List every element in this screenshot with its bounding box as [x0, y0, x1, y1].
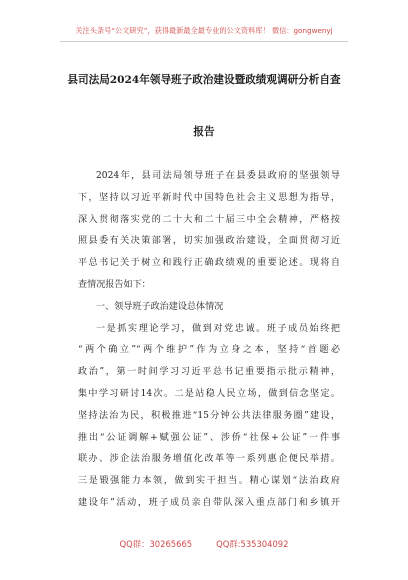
body-line: 一是抓实理论学习，做到对党忠诚。班子成员始终把 [96, 323, 340, 334]
body-line: 推出“公证调解+赋强公证”、涉侨“社保+公证”一件事 [78, 432, 340, 443]
body-line: 政治”，第一时间学习习近平总书记重要指示批示精神， [78, 367, 340, 378]
body-line: 照县委有关决策部署，切实加强政治建设，全面贯彻习近 [78, 236, 340, 247]
body-line: 坚持法治为民，积极推进“15分钟公共法律服务圈”建设， [78, 410, 340, 421]
body-line: 查情况报告如下： [78, 279, 151, 290]
document-title: 县司法局2024年领导班子政治建设暨政绩观调研分析自查 [67, 74, 341, 86]
section-heading: 一、领导班子政治建设总体情况 [96, 301, 224, 312]
footer-qq-group-2: QQ群:535304092 [216, 539, 289, 549]
body-line: “两个确立”“两个维护”作为立身之本，坚持“首题必 [78, 345, 340, 356]
body-line: 联办、涉企法治服务增值化改革等一系列惠企便民举措。 [78, 454, 340, 465]
header-banner: 关注头条号“公文研究”，获得最新最全最专业的公文资料库！ 微信：gongwenyj [75, 26, 333, 35]
body-line: 三是锻强能力本领，做到实干担当。精心谋划“法治政府 [78, 476, 340, 487]
body-line: 集中学习研讨14次。二是站稳人民立场，做到信念坚定。 [78, 388, 340, 399]
body-line: 建设年”活动，班子成员亲自带队深入重点部门和乡镇开 [78, 497, 340, 508]
document-body [78, 166, 340, 515]
header-divider [60, 41, 348, 42]
body-line: 下，坚持以习近平新时代中国特色社会主义思想为指导， [78, 192, 340, 203]
body-line: 2024年，县司法局领导班子在县委县政府的坚强领导 [96, 171, 340, 181]
footer [0, 538, 408, 550]
footer-qq-group-1: QQ群：30265665 [119, 539, 193, 549]
body-line: 深入贯彻落实党的二十大和二十届三中全会精神，严格按 [78, 214, 340, 225]
body-line: 平总书记关于树立和践行正确政绩观的重要论述。现将自 [78, 258, 340, 269]
document-subtitle: 报告 [193, 126, 215, 138]
